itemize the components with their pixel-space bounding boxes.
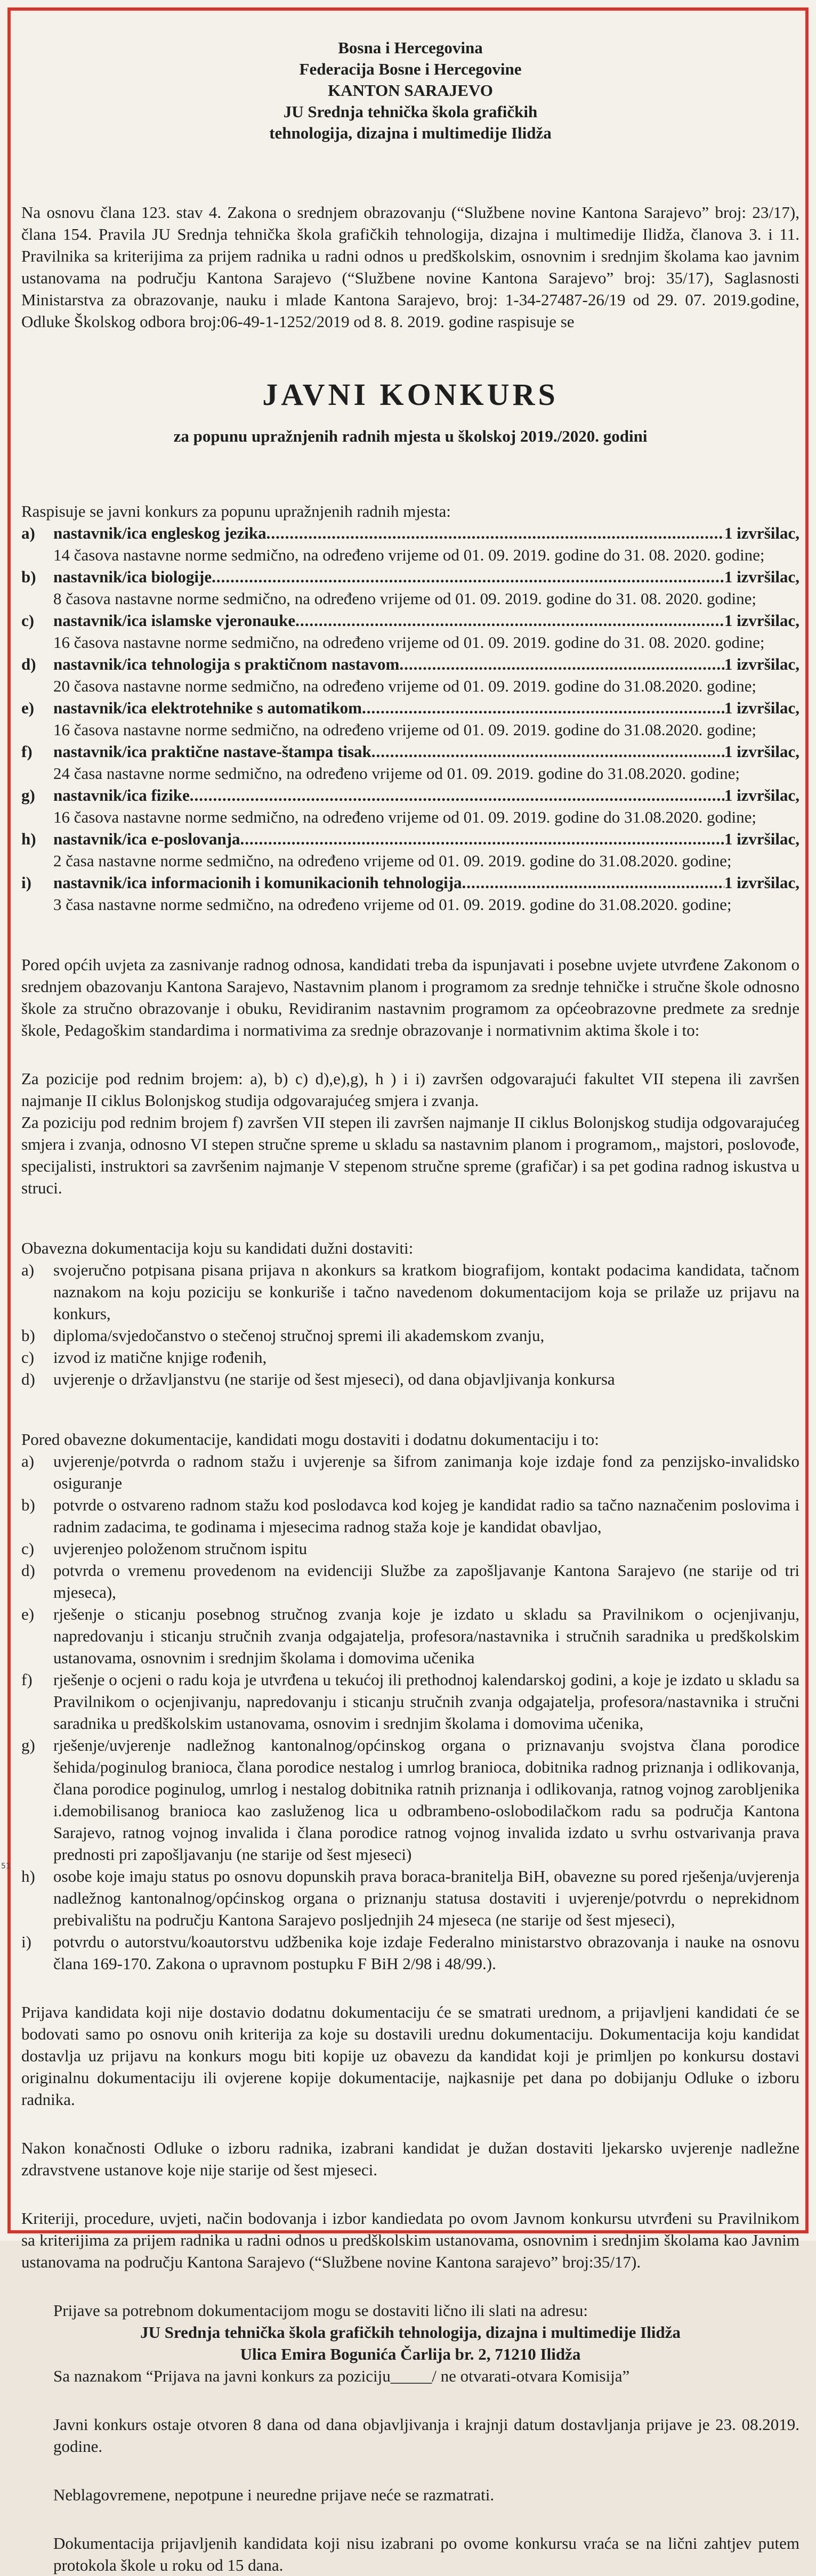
position-leader-dots: [362, 697, 724, 719]
position-description: 8 časova nastavne norme sedmično, na određeno vrijeme od 01. 09. 2019. godine do 31. 08. 2020. godine;: [53, 589, 756, 608]
mandatory-doc-item-letter: d): [21, 1370, 35, 1388]
position-count: 1 izvršilac,: [724, 742, 799, 761]
institution-header: [21, 37, 799, 144]
additional-doc-item-letter: d): [21, 1561, 35, 1580]
position-count: 1 izvršilac,: [724, 524, 799, 542]
additional-doc-item: [21, 1494, 799, 1538]
mandatory-doc-item-letter: b): [21, 1326, 35, 1345]
announcement-title: JAVNI KONKURS: [262, 377, 559, 412]
position-name: nastavnik/ica engleskog jezika: [53, 524, 266, 542]
announcement-subtitle: za popunu upražnjenih radnih mjesta u školskoj 2019./2020. godini: [173, 427, 648, 445]
additional-doc-item-text: osobe koje imaju status po osnovu dopunskih prava boraca-branitelja BiH, obavezne su pored rješenja/uvjerenja nadležnog kantonalnog/općinskog organa o priznanju statusa dostaviti i uvjerenje/potvrdu o neprekidnom prebivalištu na području Kantona Sarajevo posljednjih 24 mjeseca (ne starije od šest mjeseci),: [53, 1867, 799, 1929]
position-leader-dots: [212, 566, 724, 588]
envelope-marking: Sa naznakom “Prijava na javni konkurs za poziciju_____/ ne otvarati-otvara Komisija”: [53, 2367, 630, 2385]
mandatory-doc-item-text: svojeručno potpisana pisana prijava n akonkurs sa kratkom biografijom, kontakt podacima kandidata, tačnom naznakom na koju poziciju se konkuriše i tačno navedenom dokumentacijom koja se prilaže uz prijavu na konkurs,: [53, 1261, 799, 1323]
additional-doc-item: [21, 1669, 799, 1734]
position-count: 1 izvršilac,: [724, 830, 799, 848]
additional-doc-item-text: potvrde o ostvareno radnom stažu kod poslodavca kod kojeg je kandidat radio sa tačno naznačenim poslovima i radnim zadacima, te godinama i mjesecima radnog staža koje je kandidat obavljao,: [53, 1496, 799, 1536]
additional-doc-item-letter: f): [21, 1670, 33, 1689]
additional-doc-item-text: rješenje/uvjerenje nadležnog kantonalnog/općinskog organa o priznavanju svojstva člana porodice šehida/poginulog branioca, člana porodice nestalog i umrlog branioca, dobitnika radnog priznanja i odlikovanja, člana porodice poginulog, umrlog i nestalog dobitnika ratnih priznanja i odlikovanja, ratnog vojnog zarobljenika i.demobilisanog branioca kao zasluženog lica u odbrambeno-oslobodilačkom radu sa područja Kantona Sarajevo, ratnog vojnog invalida i člana porodice ratnog vojnog invalida izdato u svrhu ostvarivanja prava prednosti pri zapošljavanju (ne starije od šest mjeseci): [53, 1736, 799, 1864]
documents-return-paragraph: Dokumentacija prijavljenih kandidata koji nisu izabrani po ovome konkursu vraća se na lični zahtjev putem protokola škole u roku od 15 dana.: [53, 2534, 799, 2574]
additional-doc-item-letter: c): [21, 1539, 35, 1558]
incomplete-docs-paragraph: Prijava kandidata koji nije dostavio dodatnu dokumentaciju će se smatrati urednom, a prijavljeni kandidati će se bodovati samo po osnovu onih kriterija za koje su dostavili urednu dokumentaciju. Dokumentacija koju kandidat dostavlja uz prijavu na konkurs mogu biti kopije uz obavezu da kandidat koji je primljen po konkursu dostavi originalnu dokumentaciju ili ovjerene kopije dokumentacije, najkasnije pet dana po dobijanju Odluke o izboru radnika.: [21, 2003, 799, 2109]
additional-doc-item: [21, 1734, 799, 1865]
positions-intro: Raspisuje se javni konkurs za popunu upražnjenih radnih mjesta:: [21, 502, 451, 521]
position-leader-dots: [371, 741, 724, 762]
medical-certificate-paragraph: Nakon konačnosti Odluke o izboru radnika, izabrani kandidat je dužan dostaviti ljekarsko uvjerenje nadležne zdravstvene ustanove koje nije starije od šest mjeseci.: [21, 2139, 799, 2179]
position-name: nastavnik/ica biologije: [53, 567, 212, 586]
position-row: [21, 610, 799, 631]
additional-doc-item-text: uvjerenje/potvrda o radnom stažu i uvjerenje sa šifrom zanimanja koje izdaje fond za penzijsko-invalidsko osiguranje: [53, 1452, 799, 1492]
position-letter: f): [21, 742, 33, 761]
position-row: [21, 522, 799, 544]
position-row: [21, 784, 799, 806]
additional-doc-item-letter: e): [21, 1605, 35, 1623]
position-leader-dots: [190, 784, 724, 806]
position-letter: a): [21, 524, 35, 542]
header-line-canton: KANTON SARAJEVO: [328, 81, 493, 100]
mandatory-doc-item: [21, 1368, 799, 1390]
rejection-paragraph: Neblagovremene, nepotpune i neuredne prijave neće se razmatrati.: [53, 2485, 495, 2504]
additional-docs-list: [21, 1450, 799, 1974]
deadline-paragraph: Javni konkurs ostaje otvoren 8 dana od dana objavljivanja i krajnji datum dostavljanja prijave je 23. 08.2019. godine.: [53, 2415, 799, 2456]
additional-doc-item: [21, 1538, 799, 1559]
additional-doc-item-text: potvrda o vremenu provedenom na evidenciji Službe za zapošljavanje Kantona Sarajevo (ne starije od tri mjeseca),: [53, 1561, 799, 1602]
position-description: 14 časova nastavne norme sedmično, na određeno vrijeme od 01. 09. 2019. godine do 31. 08. 2020. godine;: [53, 546, 765, 564]
mandatory-docs-intro: Obavezna dokumentacija koju su kandidati dužni dostaviti:: [21, 1239, 414, 1257]
position-count: 1 izvršilac,: [724, 786, 799, 805]
mandatory-doc-item-letter: a): [21, 1261, 35, 1279]
mandatory-doc-item: [21, 1346, 799, 1368]
position-letter: b): [21, 567, 36, 586]
additional-doc-item-letter: b): [21, 1496, 35, 1514]
school-address-street: Ulica Emira Bogunića Čarlija br. 2, 71210 Ilidža: [240, 2345, 581, 2363]
qualification-paragraph-2: Za poziciju pod rednim brojem f) završen VII stepen ili završen najmanje II ciklus Bolonjskog studija odgovarajućeg smjera i zvanja, odnosno VI stepen stručne spreme u skladu sa nastavnim planom i programom,, majstori, poslovođe, specijalisti, instruktori sa završenim najmanje V stepenom stručne spreme (grafičar) i sa pet godina radnog iskustva u struci.: [21, 1113, 799, 1197]
position-letter: i): [21, 873, 31, 892]
header-line-country: Bosna i Hercegovina: [338, 38, 483, 57]
position-row: [21, 566, 799, 588]
position-letter: c): [21, 611, 35, 630]
additional-doc-item-letter: g): [21, 1736, 35, 1754]
announcement-content: [21, 37, 799, 2576]
position-description: 2 časa nastavne norme sedmično, na određeno vrijeme od 01. 09. 2019. godine do 31.08.2020. godine;: [53, 851, 732, 870]
mandatory-doc-item: [21, 1324, 799, 1346]
additional-doc-item: [21, 1603, 799, 1669]
position-count: 1 izvršilac,: [724, 655, 799, 673]
position-letter: e): [21, 698, 35, 717]
additional-doc-item: [21, 1931, 799, 1974]
position-leader-dots: [266, 522, 724, 544]
position-count: 1 izvršilac,: [724, 698, 799, 717]
position-count: 1 izvršilac,: [724, 611, 799, 630]
position-count: 1 izvršilac,: [724, 567, 799, 586]
mandatory-doc-item-letter: c): [21, 1348, 35, 1367]
position-name: nastavnik/ica e-poslovanja: [53, 830, 240, 848]
header-line-school: JU Srednja tehnička škola grafičkih: [283, 102, 538, 121]
position-row: [21, 741, 799, 762]
mandatory-doc-item-text: diploma/svjedočanstvo o stečenoj stručnoj spremi ili akademskom zvanju,: [53, 1326, 545, 1345]
position-name: nastavnik/ica elektrotehnike s automatikom: [53, 698, 362, 717]
additional-doc-item: [21, 1865, 799, 1931]
additional-doc-item-letter: h): [21, 1867, 35, 1886]
additional-doc-item-text: rješenje o ocjeni o radu koja je utvrđena u tekućoj ili prethodnoj kalendarskoj godini, a koje je izdato u skladu sa Pravilnikom o ocjenjivanju, napredovanju i sticanju stručnih zvanja odgajatelja, profesora/nastavnika i stručni saradnika u predškolskim ustanovama, osnovim i srednjim školama i domovima učenika,: [53, 1670, 799, 1733]
position-description: 24 časa nastavne norme sedmično, na određeno vrijeme od 01. 09. 2019. godine do 31.08.2020. godine;: [53, 764, 740, 783]
position-count: 1 izvršilac,: [724, 873, 799, 892]
page-side-mark: 51: [1, 1862, 11, 1871]
position-row: [21, 828, 799, 850]
submission-intro: Prijave sa potrebnom dokumentacijom mogu se dostaviti lično ili slati na adresu:: [53, 2301, 588, 2320]
additional-doc-item-letter: a): [21, 1452, 35, 1470]
additional-doc-item: [21, 1559, 799, 1603]
position-leader-dots: [240, 828, 724, 850]
header-line-school-cont: tehnologija, dizajna i multimedije Ilidža: [269, 124, 552, 142]
additional-doc-item: [21, 1450, 799, 1494]
position-description: 16 časova nastavne norme sedmično, na određeno vrijeme od 01. 09. 2019. godine do 31.08.2020. godine;: [53, 720, 756, 739]
position-leader-dots: [399, 653, 724, 675]
positions-list: [21, 522, 799, 915]
position-letter: h): [21, 830, 36, 848]
additional-doc-item-text: rješenje o sticanju posebnog stručnog zvanja koje je izdato u skladu sa Pravilnikom o ocjenjivanju, napredovanju i sticanju stručnih zvanja odgajatelja, profesora/nastavnika i stručnih saradnika u predškolskim ustanovama, osnovnim i srednjim školama i domovima učenika: [53, 1605, 799, 1667]
position-name: nastavnik/ica informacionih i komunikacionih tehnologija: [53, 873, 462, 892]
conditions-paragraph: Pored općih uvjeta za zasnivanje radnog odnosa, kandidati treba da ispunjavati i posebne uvjete utvrđene Zakonom o srednjem obazovanju Kantona Sarajevo, Nastavnim planom i programom za srednje tehničke i stručne škole odnosno škole za stručno obrazovanje i obuku, Revidiranim nastavnim programom za općeobrazovne predmete za srednje škole, Pedagoškim standardima i normativima za srednje obrazovanje i normativnim aktima škole i to:: [21, 955, 799, 1039]
mandatory-docs-list: [21, 1259, 799, 1390]
position-name: nastavnik/ica islamske vjeronauke: [53, 611, 296, 630]
position-leader-dots: [295, 610, 724, 631]
legal-basis-paragraph: Na osnovu člana 123. stav 4. Zakona o srednjem obrazovanju (“Službene novine Kantona Sarajevo” broj: 23/17), člana 154. Pravila JU Srednja tehnička škola grafičkih tehnologija, dizajna i multimedije Ilidža, članova 3. i 11. Pravilnika sa kriterijima za prijem radnika u radni odnos u predškolskim, osnovnim i srednjim školama kao javnim ustanovama na području Kantona Sarajevo (“Službene novine Kantona Sarajevo” broj: 35/17), Saglasnosti Ministarstva za obrazovanje, nauku i mlade Kantona Sarajevo, broj: 1-34-27487-26/19 od 29. 07. 2019.godine, Odluke Školskog odbora broj:06-49-1-1252/2019 od 8. 8. 2019. godine raspisuje se: [21, 203, 799, 331]
header-line-federation: Federacija Bosne i Hercegovine: [299, 60, 522, 78]
position-row: [21, 653, 799, 675]
mandatory-doc-item-text: izvod iz matične knjige rođenih,: [53, 1348, 267, 1367]
mandatory-doc-item-text: uvjerenje o državljanstvu (ne starije od šest mjeseci), od dana objavljivanja konkursa: [53, 1370, 615, 1388]
position-description: 16 časova nastavne norme sedmično, na određeno vrijeme od 01. 09. 2019. godine do 31.08.2020. godine;: [53, 808, 756, 826]
position-row: [21, 872, 799, 893]
criteria-paragraph: Kriteriji, procedure, uvjeti, način bodovanja i izbor kandiedata po ovom Javnom konkursu utvrđeni su Pravilnikom sa kriterijima za prijem radnika u radni odnos u predškolskim ustanovama, osnovnim i srednjim školama kao Javnim ustanovama na području Kantona Sarajevo (“Službene novine Kantona sarajevo” broj:35/17).: [21, 2209, 799, 2271]
mandatory-doc-item: [21, 1259, 799, 1324]
additional-doc-item-text: potvrdu o autorstvu/koautorstvu udžbenika koje izdaje Federalno ministarstvo obrazovanja i nauke na osnovu člana 169-170. Zakona o upravnom postupku F BiH 2/98 i 48/99.).: [53, 1932, 799, 1973]
additional-doc-item-text: uvjerenjeo položenom stručnom ispitu: [53, 1539, 308, 1558]
school-address-name: JU Srednja tehnička škola grafičkih tehnologija, dizajna i multimedije Ilidža: [140, 2323, 681, 2342]
position-description: 16 časova nastavne norme sedmično, na određeno vrijeme od 01. 09. 2019. godine do 31. 08. 2020. godine;: [53, 633, 765, 652]
position-letter: d): [21, 655, 36, 673]
additional-docs-intro: Pored obavezne dokumentacije, kandidati mogu dostaviti i dodatnu dokumentaciju i to:: [21, 1430, 599, 1449]
position-name: nastavnik/ica praktične nastave-štampa tisak: [53, 742, 371, 761]
position-leader-dots: [462, 872, 724, 893]
position-name: nastavnik/ica tehnologija s praktičnom nastavom: [53, 655, 400, 673]
position-name: nastavnik/ica fizike: [53, 786, 190, 805]
qualification-paragraph-1: Za pozicije pod rednim brojem: a), b) c) d),e),g), h ) i i) završen odgovarajući fakultet VII stepena ili završen najmanje II ciklus Bolonjskog studija odgovarajućeg smjera i zvanja.: [21, 1069, 799, 1110]
position-letter: g): [21, 786, 35, 805]
position-description: 3 časa nastavne norme sedmično, na određeno vrijeme od 01. 09. 2019. godine do 31.08.2020. godine;: [53, 895, 732, 914]
position-row: [21, 697, 799, 719]
additional-doc-item-letter: i): [21, 1932, 31, 1951]
position-description: 20 časova nastavne norme sedmično, na određeno vrijeme od 01. 09. 2019. godine do 31.08.2020. godine;: [53, 677, 756, 695]
